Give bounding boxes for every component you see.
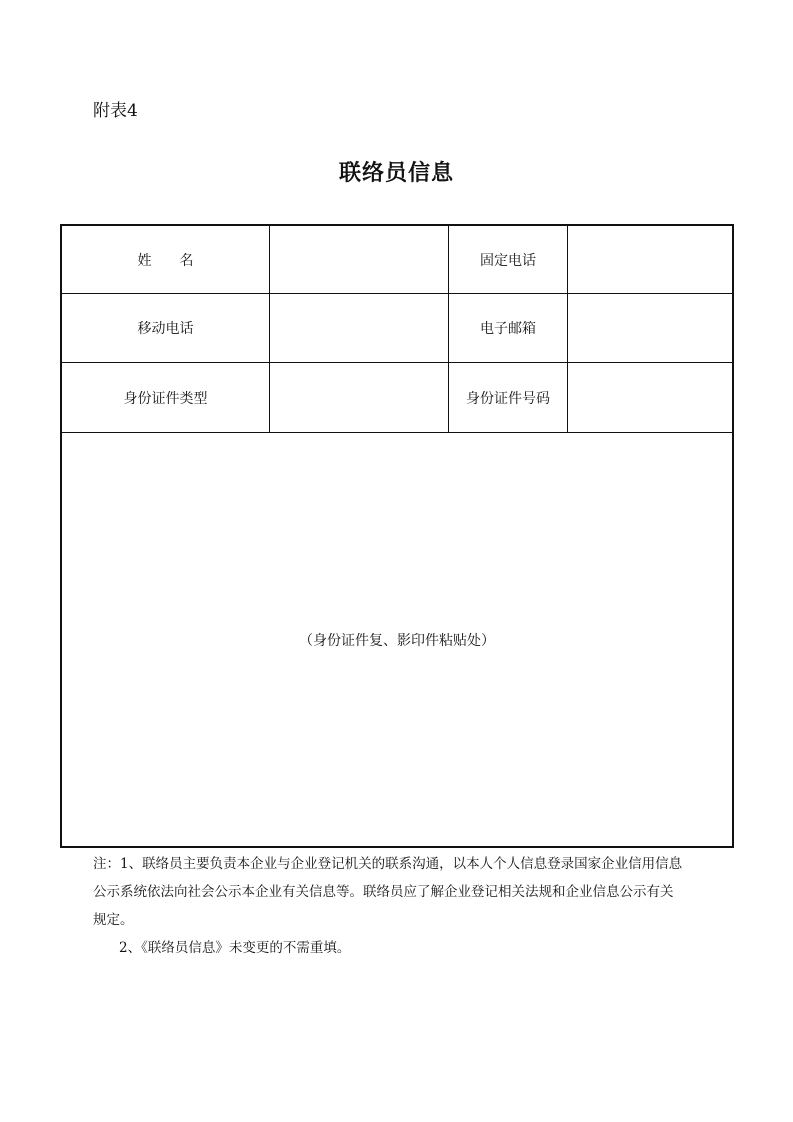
table-row-id-type-number bbox=[62, 363, 732, 433]
landline-label: 固定电话 bbox=[448, 226, 567, 293]
page-title: 联络员信息 bbox=[338, 161, 454, 186]
email-field[interactable] bbox=[567, 294, 732, 362]
mobile-label: 移动电话 bbox=[137, 321, 194, 337]
id-copy-paste-label: （身份证件复、影印件粘贴处） bbox=[299, 632, 495, 649]
name-field[interactable] bbox=[269, 226, 448, 293]
id-type-field[interactable] bbox=[269, 363, 448, 432]
mobile-field[interactable] bbox=[269, 294, 448, 362]
id-number-label: 身份证件号码 bbox=[448, 363, 567, 432]
email-label: 电子邮箱 bbox=[448, 294, 567, 362]
note-line-2: 公示系统依法向社会公示本企业有关信息等。联络员应了解企业登记相关法规和企业信息公示有关 bbox=[93, 884, 674, 900]
note-line-3: 规定。 bbox=[93, 912, 134, 928]
contact-info-form-table bbox=[60, 224, 734, 848]
name-label: 姓 名 bbox=[137, 252, 194, 269]
id-copy-paste-area bbox=[62, 433, 732, 846]
id-number-field[interactable] bbox=[567, 363, 732, 432]
table-row-mobile-email bbox=[62, 294, 732, 363]
appendix-label: 附表4 bbox=[93, 101, 138, 121]
landline-field[interactable] bbox=[567, 226, 732, 293]
table-row-name-phone bbox=[62, 226, 732, 294]
notes-section bbox=[93, 852, 713, 964]
note-line-1: 注：1、联络员主要负责本企业与企业登记机关的联系沟通，以本人个人信息登录国家企业信用信息 bbox=[93, 856, 683, 872]
id-type-label: 身份证件类型 bbox=[123, 390, 208, 407]
note-line-4: 2、《联络员信息》未变更的不需重填。 bbox=[119, 940, 351, 956]
